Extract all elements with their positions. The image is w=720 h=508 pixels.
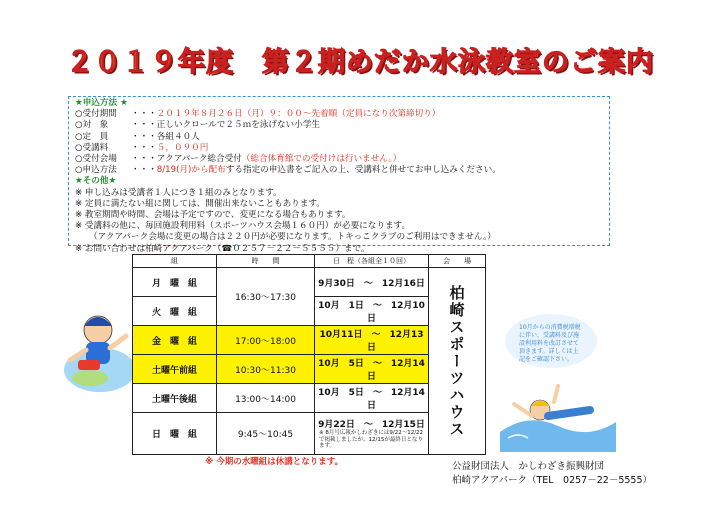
table-header-row — [133, 255, 486, 268]
group-cell: 金 曜 組 — [133, 326, 217, 355]
dates-cell: 9月30日 ～ 12月16日 — [315, 268, 429, 297]
schedule-table — [132, 254, 486, 455]
other-note: ※ お問い合わせは柏崎アクアパーク（☎０２５７－２２－５５５５）まで。 — [75, 243, 370, 254]
time-cell: 16:30～17:30 — [217, 268, 315, 326]
apply-row: ○受講料 ・・・５，０９０円 — [75, 142, 209, 153]
header-group: 組 — [133, 255, 217, 268]
header-time: 時 間 — [217, 255, 315, 268]
apply-heading: ★申込方法 ★ — [75, 98, 128, 108]
table-row — [133, 268, 486, 297]
group-cell: 日 曜 組 — [133, 413, 217, 455]
time-cell: 17:00～18:00 — [217, 326, 315, 355]
info-box — [68, 96, 610, 254]
dates-text: 9月22日 ～ 12月15日 — [318, 420, 425, 431]
swimmer-illustration — [498, 382, 618, 452]
dates-cell: 10月11日 ～ 12月13日 — [315, 326, 429, 355]
other-note: ※ 受講料の他に、毎回施設利用料（スポーツハウス会場１６０円）が必要になります。 — [75, 221, 411, 232]
group-cell: 火 曜 組 — [133, 297, 217, 326]
apply-row: ○対 象 ・・・正しいクロールで２５ｍを泳げない小学生 — [75, 120, 320, 131]
swimming-kid-illustration — [60, 290, 138, 410]
page-title: ２０１９年度 第２期めだか水泳教室のご案内 — [66, 47, 654, 78]
apply-row: ○申込方法 ・・・8/19(月)から配布する指定の申込書をご記入の上、受講料と併せてお申し込みください。 — [75, 165, 501, 176]
other-note: ※ 定員に満たない組に関しては、開催出来ないこともあります。 — [75, 198, 325, 209]
org-name: 公益財団法人 かしわざき振興財団 — [452, 461, 605, 472]
other-heading: ★その他★ — [75, 176, 117, 187]
wednesday-notice: ※ 今期の水曜組は休講となります。 — [205, 457, 344, 467]
time-cell: 10:30～11:30 — [217, 355, 315, 384]
dates-cell: 10月 1日 ～ 12月10日 — [315, 297, 429, 326]
organization-info — [452, 460, 652, 488]
dates-note: ※ 8月号広報かしわざきには9/22～12/22で掲載しましたが、12/15が最終日となります。 — [319, 430, 424, 450]
group-cell: 土曜午前組 — [133, 355, 217, 384]
dates-cell: 10月 5日 ～ 12月14日 — [315, 384, 429, 413]
other-note: ※ 教室期間や時間、会場は予定ですので、変更になる場合もあります。 — [75, 210, 351, 221]
time-cell: 9:45～10:45 — [217, 413, 315, 455]
dates-cell: 10月 5日 ～ 12月14日 — [315, 355, 429, 384]
header-dates: 日 程（各組全１０回） — [315, 255, 429, 268]
org-contact: 柏崎アクアパーク（TEL 0257－22－5555） — [452, 475, 652, 486]
other-note: （アクアパーク会場に変更の場合は２２０円が必要になります。トキっこクラブのご利用はできません。） — [89, 232, 496, 243]
group-cell: 月 曜 組 — [133, 268, 217, 297]
dates-cell — [315, 413, 429, 455]
apply-row: ○定 員 ・・・各組４０人 — [75, 131, 200, 142]
apply-row: ○受付期間 ・・・２０１９年８月２６日（月）９：００～先着順（定員になり次第締切り） — [75, 109, 441, 120]
apply-row: ○受付会場 ・・・アクアパーク総合受付（総合体育館での受付けは行いません。） — [75, 154, 402, 165]
other-note: ※ 申し込みは受講者１人につき１組のみとなります。 — [75, 187, 282, 198]
time-cell: 13:00～14:00 — [217, 384, 315, 413]
header-venue: 会 場 — [429, 255, 486, 268]
venue-cell: 柏崎スポーツハウス — [429, 268, 486, 455]
tax-notice-bubble: 10月からの消費税増税に伴い、受講料及び施設利用料を改訂させて頂きます。詳しくは上記をご確認下さい。 — [505, 314, 597, 368]
group-cell: 土曜午後組 — [133, 384, 217, 413]
